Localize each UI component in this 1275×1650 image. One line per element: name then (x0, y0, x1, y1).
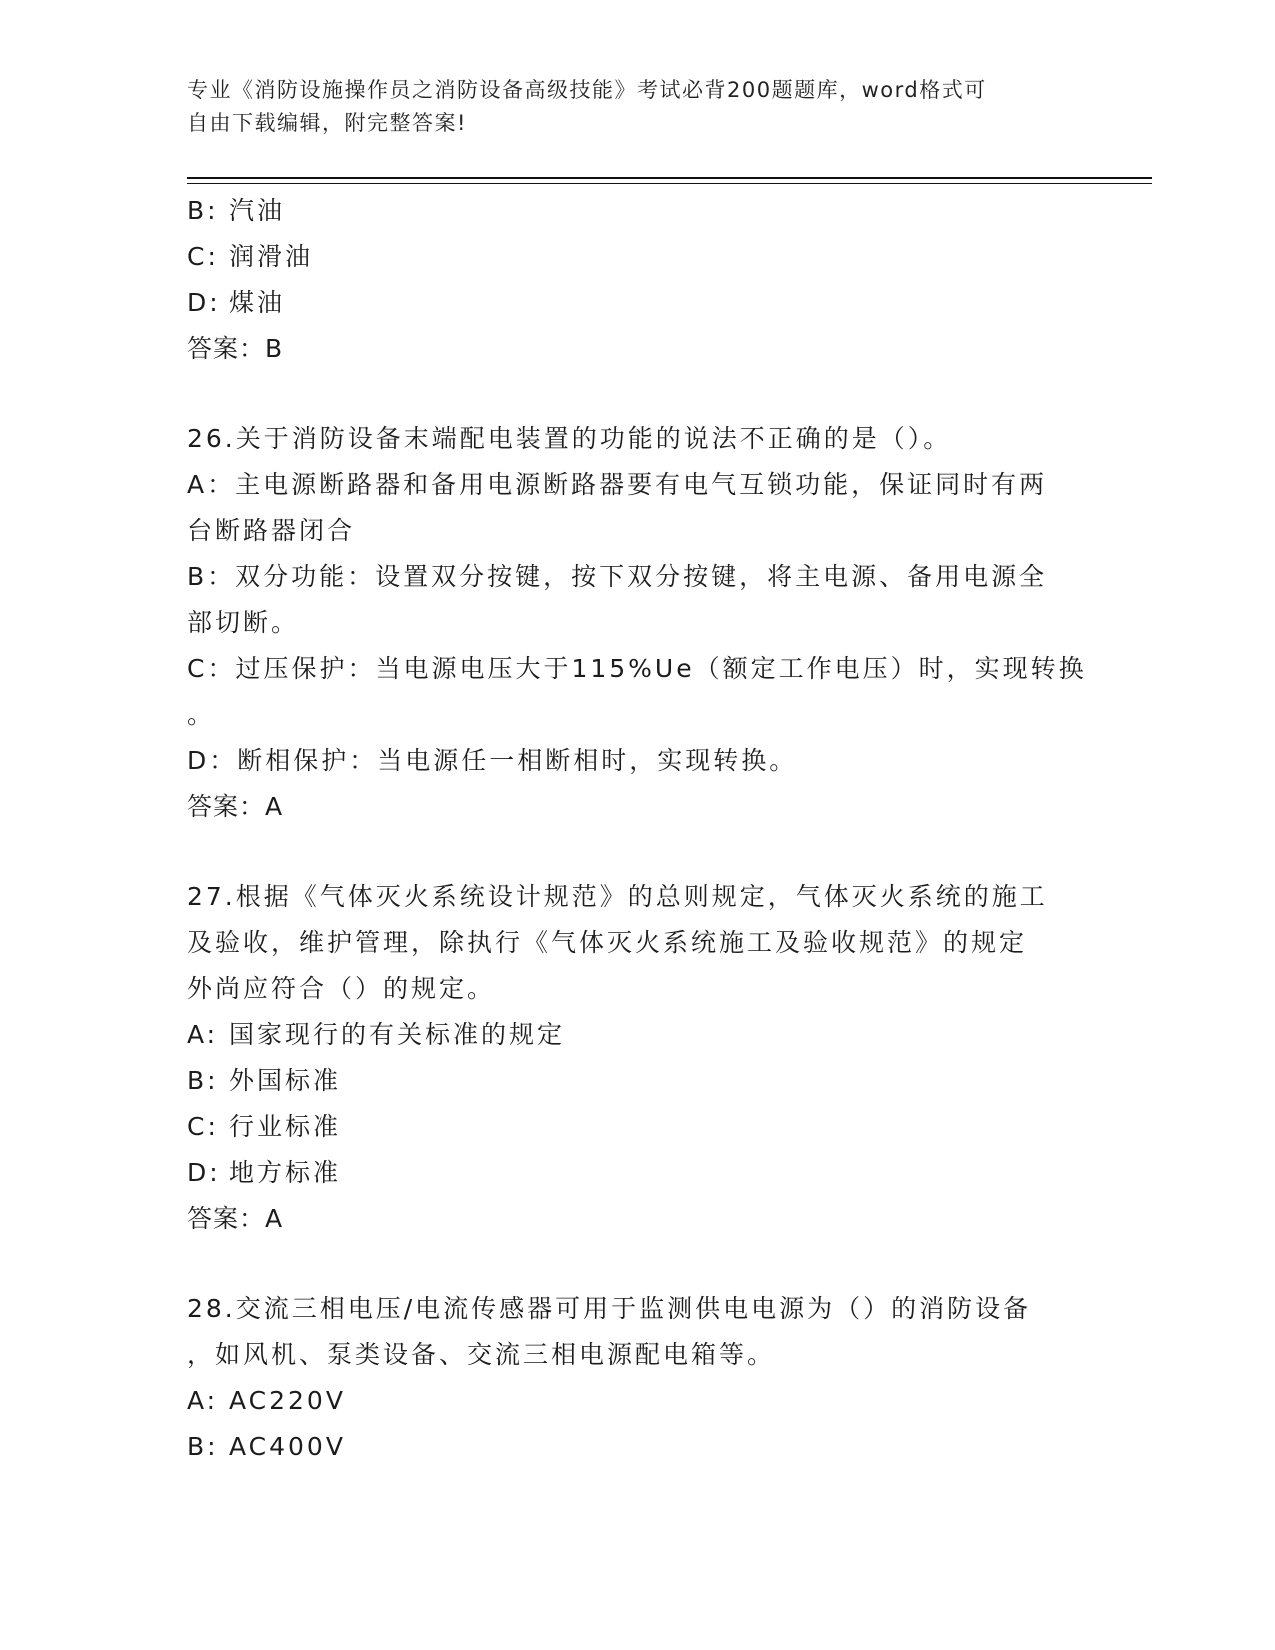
question-26 (187, 416, 1087, 830)
header-line-1: 专业《消防设施操作员之消防设备高级技能》考试必背200题题库，word格式可 (187, 78, 987, 102)
question-stem-line-2: 及验收，维护管理，除执行《气体灭火系统施工及验收规范》的规定 (187, 928, 1028, 957)
option-a-line-1: A：主电源断路器和备用电源断路器要有电气互锁功能，保证同时有两 (187, 470, 1048, 499)
option-b: B: 外国标准 (187, 1066, 342, 1095)
question-25 (187, 188, 1087, 372)
option-b-line-1: B：双分功能：设置双分按键，按下双分按键，将主电源、备用电源全 (187, 562, 1048, 591)
question-28 (187, 1286, 1087, 1470)
question-stem: 26.关于消防设备末端配电装置的功能的说法不正确的是（）。 (187, 424, 952, 453)
option-b-line-2: 部切断。 (187, 608, 300, 637)
header-divider-thin (187, 183, 1152, 184)
option-c: C: 润滑油 (187, 242, 314, 271)
question-content (187, 188, 1087, 1470)
option-d: D: 煤油 (187, 288, 286, 317)
option-a-line-2: 台断路器闭合 (187, 516, 356, 545)
option-c-line-2: 。 (187, 700, 216, 729)
option-c: C: 行业标准 (187, 1112, 342, 1141)
answer: 答案：A (187, 792, 284, 821)
answer: 答案：A (187, 1204, 284, 1233)
question-stem-line-1: 27.根据《气体灭火系统设计规范》的总则规定，气体灭火系统的施工 (187, 882, 1048, 911)
header-line-2: 自由下载编辑，附完整答案! (187, 111, 467, 135)
option-d-line-1: D：断相保护：当电源任一相断相时，实现转换。 (187, 746, 798, 775)
option-a: A: AC220V (187, 1386, 346, 1415)
option-a: A: 国家现行的有关标准的规定 (187, 1020, 566, 1049)
question-stem-line-1: 28.交流三相电压/电流传感器可用于监测供电电源为（）的消防设备 (187, 1294, 1032, 1323)
option-b: B: AC400V (187, 1432, 346, 1461)
option-c-line-1: C：过压保护：当电源电压大于115%Ue（额定工作电压）时，实现转换 (187, 654, 1087, 683)
question-27 (187, 874, 1087, 1242)
option-d: D: 地方标准 (187, 1158, 342, 1187)
question-stem-line-3: 外尚应符合（）的规定。 (187, 974, 496, 1003)
header-divider-thick (187, 177, 1152, 179)
question-stem-line-2: ，如风机、泵类设备、交流三相电源配电箱等。 (187, 1340, 776, 1369)
option-b: B: 汽油 (187, 196, 286, 225)
document-header (187, 74, 1067, 140)
answer: 答案：B (187, 334, 284, 363)
